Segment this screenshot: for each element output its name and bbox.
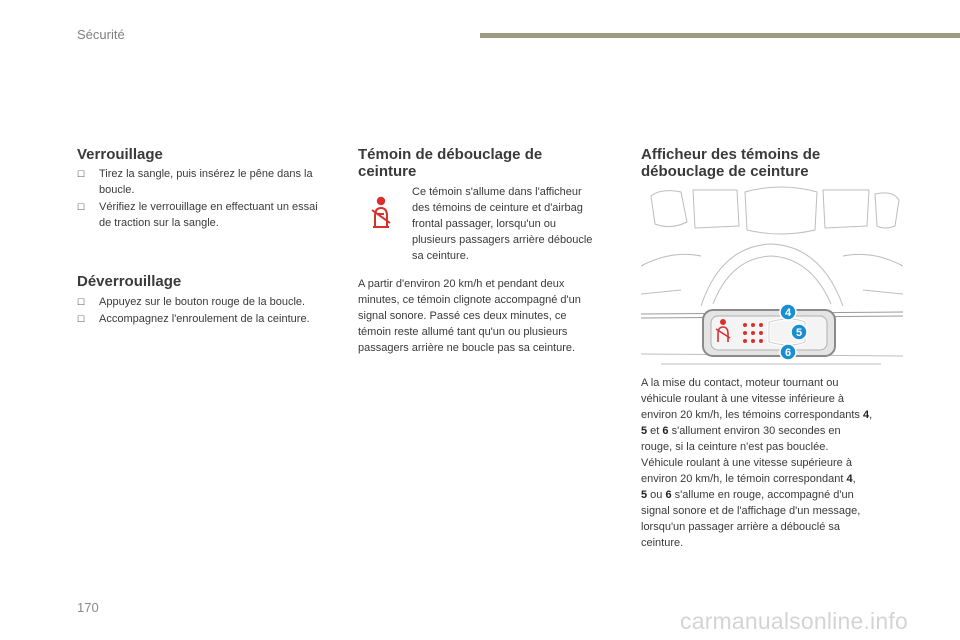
page-number: 170 <box>77 600 99 615</box>
lock-bullet: ☐ Vérifiez le verrouillage en effectuant un essai de traction sur la sangle. <box>77 201 318 229</box>
dashboard-drawing <box>641 186 903 370</box>
bullet-marker-icon: ☐ <box>77 314 86 324</box>
marker-4 <box>780 304 796 320</box>
lock-title: Verrouillage <box>77 146 163 163</box>
lock-bullet: ☐ Tirez la sangle, puis insérez le pêne dans la boucle. <box>77 168 313 196</box>
header-bar <box>480 33 960 38</box>
display-paragraph: A la mise du contact, moteur tournant ou véhicule roulant à une vitesse inférieure à environ 20 km/h, les témoins correspondants 4, 5 et 6 s'allument environ 30 secondes en rouge, si la ceinture n'est pas bouclée. Véhicule roulant à une vitesse supérieure à environ 20 km/h, le témoin correspondant 4, 5 ou 6 s'allume en rouge, accompagné d'un signal sonore et de l'affichage d'un message, lorsqu'un passager arrière a débouclé sa ceinture. <box>641 377 873 549</box>
bullet-marker-icon: ☐ <box>77 202 86 212</box>
marker-5 <box>791 324 807 340</box>
dashboard-illustration <box>641 186 903 370</box>
watermark: carmanualsonline.info <box>680 608 908 634</box>
witness-title: Témoin de débouclage de ceinture <box>358 146 543 180</box>
marker-6 <box>780 344 796 360</box>
bullet-marker-icon: ☐ <box>77 169 86 179</box>
bullet-marker-icon: ☐ <box>77 297 86 307</box>
display-title: Afficheur des témoins de débouclage de ceinture <box>641 146 821 180</box>
unlock-title: Déverrouillage <box>77 273 182 290</box>
unlock-bullet: ☐ Accompagnez l'enroulement de la ceinture. <box>77 313 310 325</box>
svg-text:4: 4 <box>784 307 792 319</box>
unlock-bullet: ☐ Appuyez sur le bouton rouge de la boucle. <box>77 296 306 308</box>
section-title: Sécurité <box>77 27 125 42</box>
witness-paragraph-2: A partir d'environ 20 km/h et pendant deux minutes, ce témoin clignote accompagné d'un signal sonore. Passé ces deux minutes, ce témoin reste allumé tant qu'un ou plusieurs passagers arrière ne boucle pas sa ceinture. <box>358 278 581 354</box>
seatbelt-warning-icon <box>369 196 393 230</box>
svg-text:5: 5 <box>795 327 803 339</box>
svg-text:6: 6 <box>784 347 792 359</box>
witness-paragraph-1: Ce témoin s'allume dans l'afficheur des témoins de ceinture et d'airbag frontal passager, lorsqu'un ou plusieurs passagers arrière déboucle sa ceinture. <box>412 186 593 262</box>
